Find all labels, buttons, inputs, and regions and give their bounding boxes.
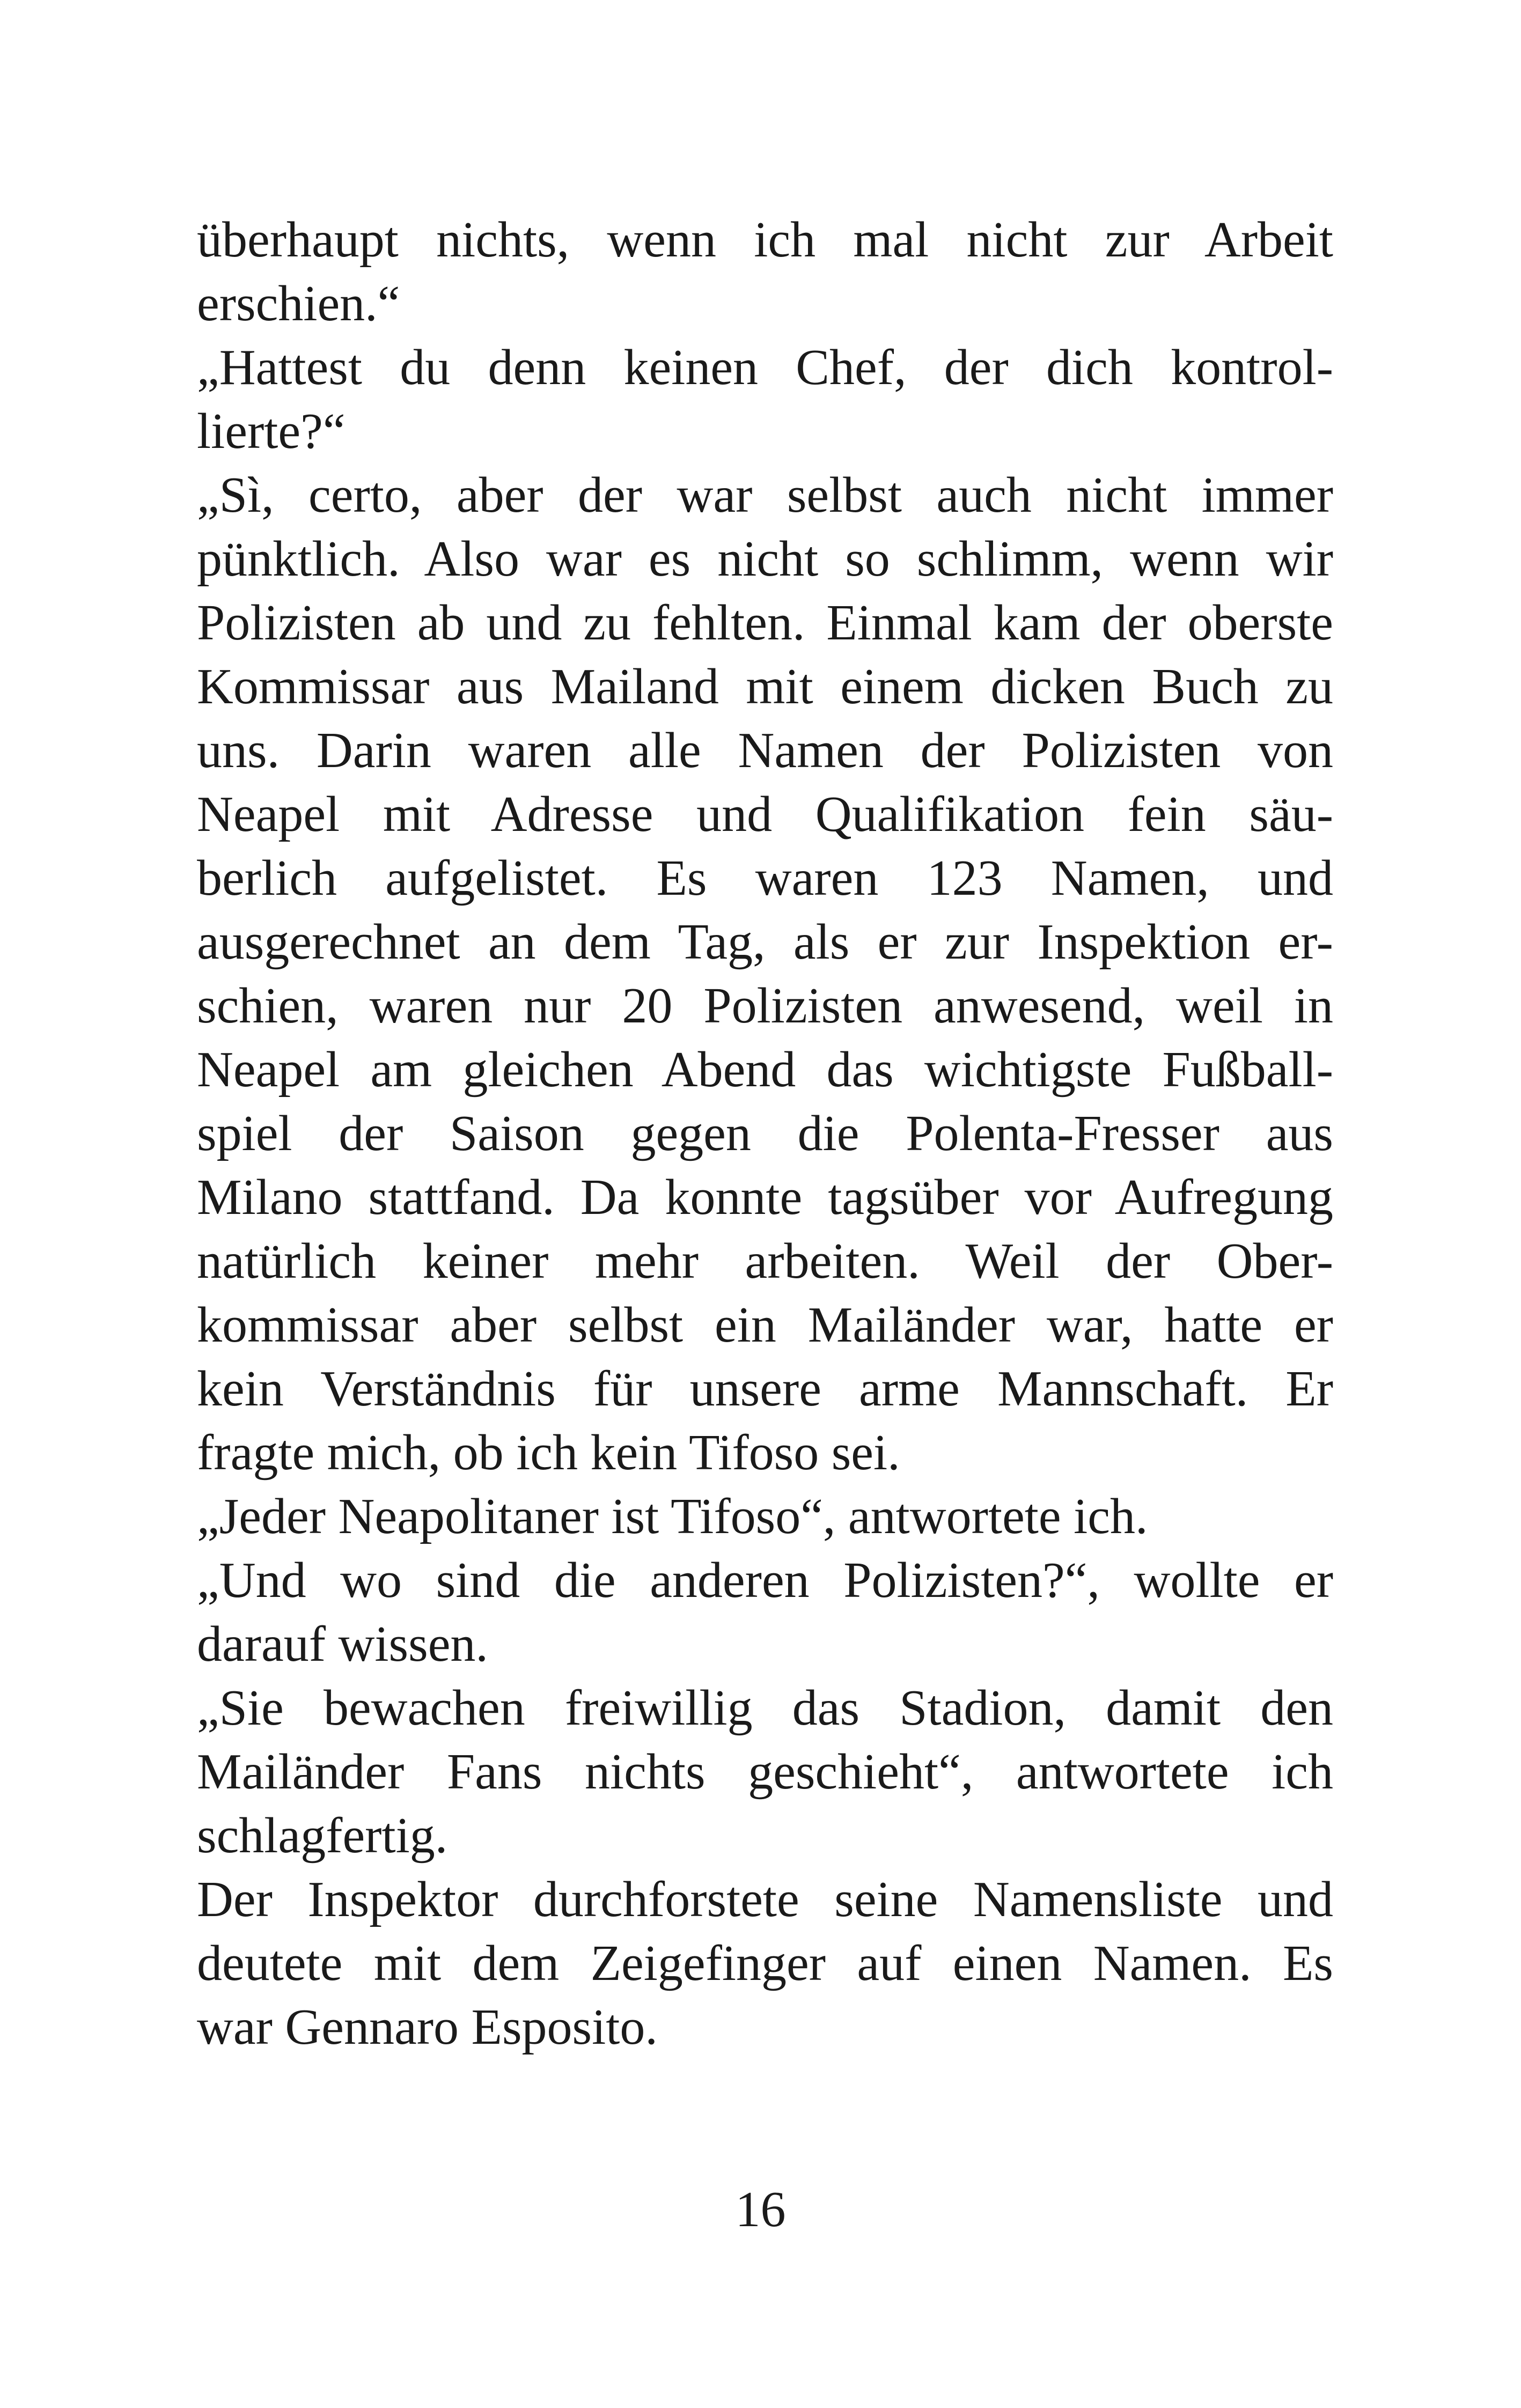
- text-line: kein Verständnis für unsere arme Mannschaft. Er: [197, 1361, 1333, 1417]
- text-line: pünktlich. Also war es nicht so schlimm, wenn wir: [197, 531, 1333, 587]
- text-line: schien, waren nur 20 Polizisten anwesend, weil in: [197, 978, 1333, 1034]
- text-line: lierte?“: [197, 403, 346, 459]
- text-line: Milano stattfand. Da konnte tagsüber vor Aufregung: [197, 1169, 1333, 1225]
- text-line: spiel der Saison gegen die Polenta-Fresser aus: [197, 1106, 1333, 1161]
- text-line: fragte mich, ob ich kein Tifoso sei.: [197, 1425, 900, 1481]
- text-line: „Hattest du denn keinen Chef, der dich kontrol-: [197, 340, 1333, 395]
- text-line: berlich aufgelistet. Es waren 123 Namen, und: [197, 850, 1333, 906]
- text-line: uns. Darin waren alle Namen der Polizisten von: [197, 723, 1333, 778]
- text-line: überhaupt nichts, wenn ich mal nicht zur Arbeit: [197, 212, 1333, 268]
- text-line: „Und wo sind die anderen Polizisten?“, wollte er: [197, 1552, 1333, 1608]
- text-line: Neapel am gleichen Abend das wichtigste Fußball-: [197, 1042, 1333, 1098]
- text-line: war Gennaro Esposito.: [197, 1999, 658, 2055]
- text-line: ausgerechnet an dem Tag, als er zur Inspektion er-: [197, 914, 1333, 970]
- text-line: „Sie bewachen freiwillig das Stadion, damit den: [197, 1680, 1333, 1736]
- text-line: „Sì, certo, aber der war selbst auch nicht immer: [197, 467, 1333, 523]
- page-number: 16: [735, 2182, 786, 2237]
- text-line: Mailänder Fans nichts geschieht“, antwortete ich: [197, 1744, 1333, 1800]
- text-line: schlagfertig.: [197, 1808, 448, 1864]
- text-line: Der Inspektor durchforstete seine Namensliste und: [197, 1872, 1333, 1927]
- text-line: erschien.“: [197, 276, 400, 332]
- text-line: Kommissar aus Mailand mit einem dicken Buch zu: [197, 659, 1333, 715]
- text-line: darauf wissen.: [197, 1616, 488, 1672]
- text-line: Polizisten ab und zu fehlten. Einmal kam der oberste: [197, 595, 1333, 651]
- body-text: [197, 208, 1333, 2059]
- text-line: Neapel mit Adresse und Qualifikation fein säu-: [197, 786, 1333, 842]
- text-line: deutete mit dem Zeigefinger auf einen Namen. Es: [197, 1935, 1333, 1991]
- text-line: natürlich keiner mehr arbeiten. Weil der Ober-: [197, 1233, 1333, 1289]
- text-line: kommissar aber selbst ein Mailänder war, hatte er: [197, 1297, 1333, 1353]
- text-line: „Jeder Neapolitaner ist Tifoso“, antwortete ich.: [197, 1489, 1148, 1544]
